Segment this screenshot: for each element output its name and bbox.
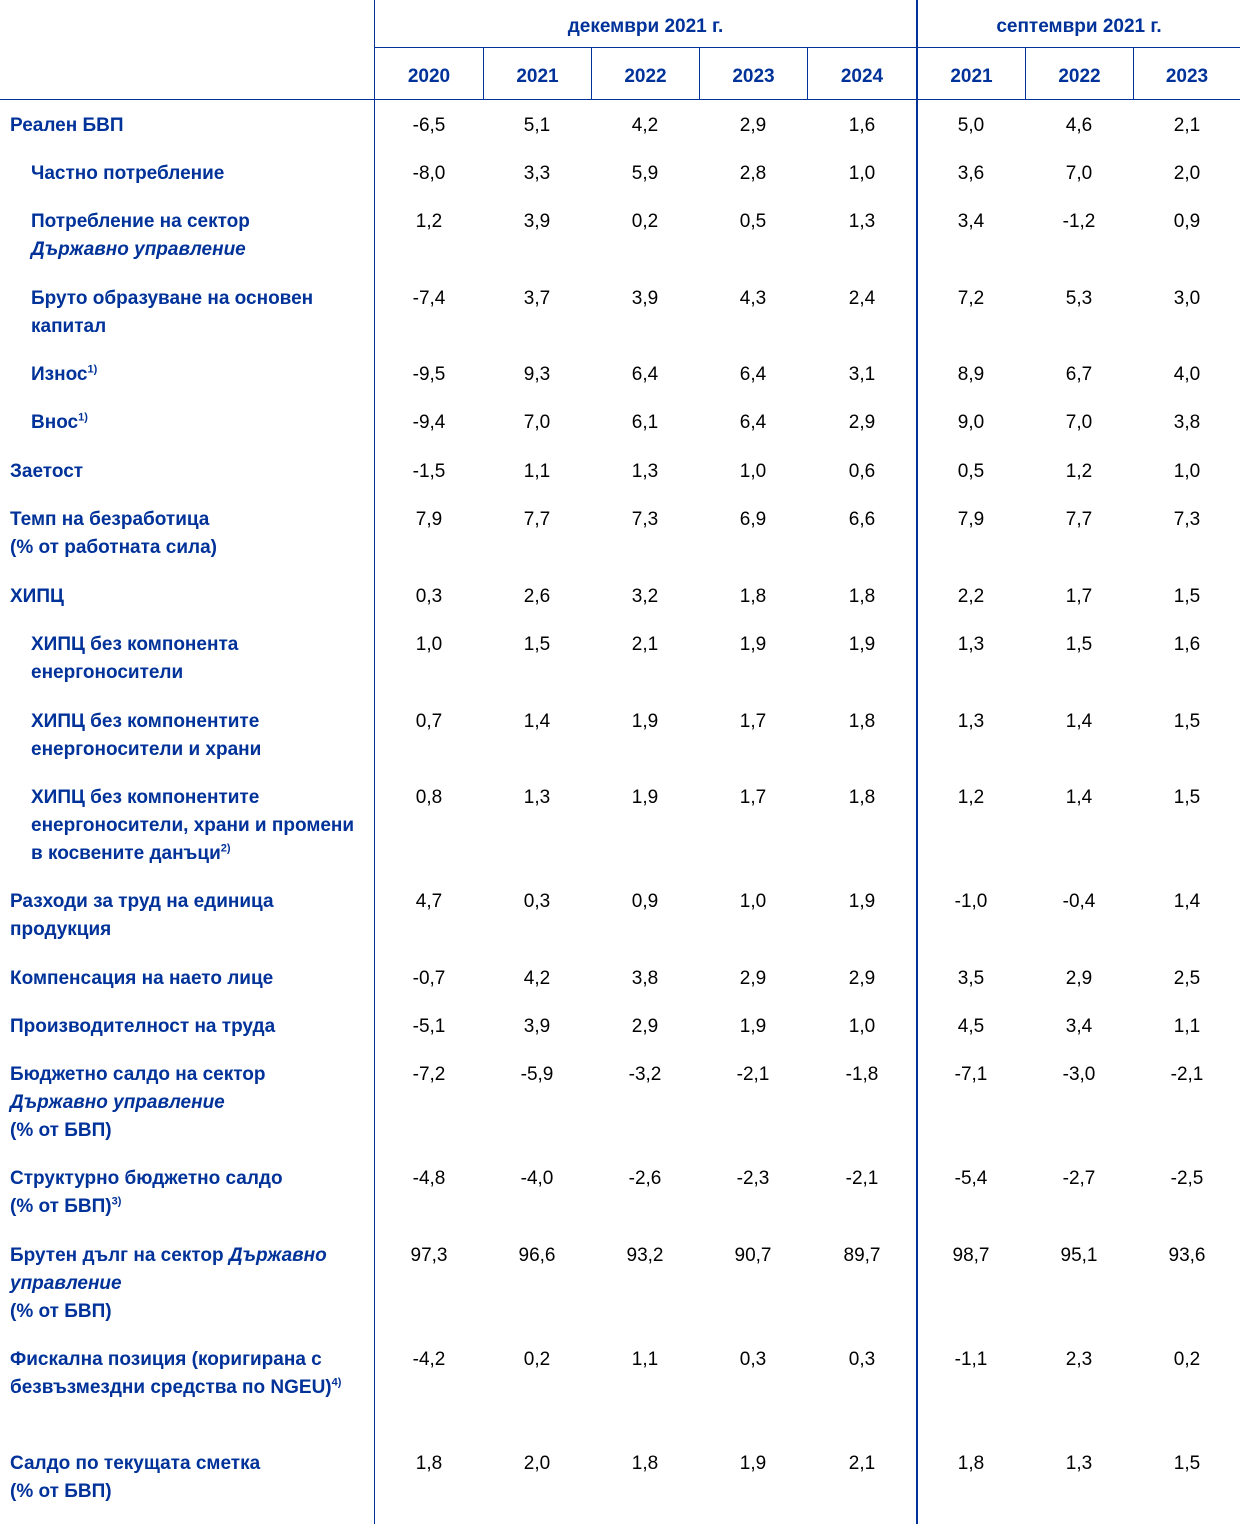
table-cell: 3,0 — [1173, 288, 1201, 309]
table-cell: 1,6 — [1173, 634, 1201, 655]
table-cell: 95,1 — [1060, 1245, 1098, 1266]
row-label — [10, 1346, 360, 1402]
header-bottom-rule — [0, 99, 1240, 100]
table-cell: 1,5 — [1173, 787, 1201, 808]
row-label-text: Потребление на сектор — [31, 211, 250, 232]
table-cell: 2,1 — [848, 1453, 876, 1474]
table-cell: 7,7 — [523, 509, 551, 530]
table-cell: -8,0 — [412, 163, 446, 184]
table-cell: 1,1 — [523, 461, 551, 482]
table-cell: 4,6 — [1065, 115, 1093, 136]
table-cell: -4,2 — [412, 1349, 446, 1370]
row-label-text: ХИПЦ — [10, 586, 64, 607]
table-cell: -2,6 — [628, 1168, 662, 1189]
row-label — [10, 1450, 350, 1506]
table-cell: -2,1 — [845, 1168, 879, 1189]
table-cell: 0,6 — [848, 461, 876, 482]
row-label-text: Заетост — [10, 461, 84, 482]
table-cell: -7,4 — [412, 288, 446, 309]
table-cell: -1,0 — [954, 891, 988, 912]
row-label-text: Темп на безработица — [10, 509, 210, 530]
table-cell: 2,9 — [848, 412, 876, 433]
table-cell: 1,3 — [848, 211, 876, 232]
row-label-text: Структурно бюджетно салдо — [10, 1168, 283, 1189]
row-label — [31, 361, 331, 389]
table-cell: 98,7 — [952, 1245, 990, 1266]
table-cell: 0,9 — [631, 891, 659, 912]
table-cell: -1,8 — [845, 1064, 879, 1085]
row-label-unit: (% от БВП) — [10, 1120, 112, 1141]
row-label — [10, 888, 350, 944]
row-label-text: Производителност на труда — [10, 1016, 276, 1037]
table-cell: -4,8 — [412, 1168, 446, 1189]
row-label-text: ХИПЦ без компонентите енергоносители, храни и промени в косвените данъци — [31, 787, 355, 864]
table-cell: 93,2 — [626, 1245, 664, 1266]
table-cell: -7,1 — [954, 1064, 988, 1085]
table-cell: 3,8 — [631, 968, 659, 989]
table-cell: -9,4 — [412, 412, 446, 433]
table-cell: 4,5 — [957, 1016, 985, 1037]
table-cell: 7,7 — [1065, 509, 1093, 530]
table-cell: 6,6 — [848, 509, 876, 530]
row-label-text: Износ — [31, 364, 88, 385]
table-cell: 1,9 — [848, 891, 876, 912]
table-cell: 4,2 — [631, 115, 659, 136]
table-cell: 97,3 — [410, 1245, 448, 1266]
table-cell: 1,0 — [739, 891, 767, 912]
row-label-text: Разходи за труд на единица продукция — [10, 891, 274, 940]
table-cell: 1,8 — [739, 586, 767, 607]
table-cell: 1,7 — [739, 787, 767, 808]
table-cell: 0,3 — [739, 1349, 767, 1370]
footnote-marker: 1) — [78, 411, 88, 424]
table-cell: 93,6 — [1168, 1245, 1206, 1266]
table-cell: 1,8 — [848, 711, 876, 732]
table-cell: 2,0 — [1173, 163, 1201, 184]
table-cell: 8,9 — [957, 364, 985, 385]
table-cell: 7,9 — [415, 509, 443, 530]
row-label-text: Компенсация на наето лице — [10, 968, 274, 989]
table-cell: 96,6 — [518, 1245, 556, 1266]
row-label — [31, 208, 331, 264]
table-cell: 3,3 — [523, 163, 551, 184]
table-cell: 1,7 — [1065, 586, 1093, 607]
table-cell: 1,5 — [523, 634, 551, 655]
footnote-marker: 4) — [331, 1376, 342, 1389]
row-label-text: Бруто образуване на основен капитал — [31, 288, 314, 337]
table-cell: -7,2 — [412, 1064, 446, 1085]
table-cell: 1,0 — [415, 634, 443, 655]
table-cell: 1,5 — [1173, 1453, 1201, 1474]
year-header: 2022 — [1058, 66, 1101, 87]
table-cell: 1,6 — [848, 115, 876, 136]
table-cell: 3,6 — [957, 163, 985, 184]
table-cell: 6,7 — [1065, 364, 1093, 385]
table-cell: 2,3 — [1065, 1349, 1093, 1370]
row-label-italic: Държавно управление — [10, 1092, 225, 1113]
footnote-marker: 3) — [111, 1195, 122, 1208]
table-cell: 1,9 — [631, 787, 659, 808]
table-cell: 1,3 — [523, 787, 551, 808]
table-cell: 1,5 — [1173, 711, 1201, 732]
table-cell: 3,9 — [523, 1016, 551, 1037]
row-label — [10, 583, 350, 611]
table-cell: 4,0 — [1173, 364, 1201, 385]
table-cell: 2,6 — [523, 586, 551, 607]
table-cell: 1,0 — [848, 1016, 876, 1037]
table-cell: 5,3 — [1065, 288, 1093, 309]
row-label — [10, 965, 350, 993]
table-cell: 0,2 — [631, 211, 659, 232]
table-cell: 4,7 — [415, 891, 443, 912]
table-cell: 3,5 — [957, 968, 985, 989]
table-cell: 7,3 — [1173, 509, 1201, 530]
table-cell: 1,3 — [957, 711, 985, 732]
row-label — [31, 784, 361, 868]
row-label — [10, 1242, 360, 1326]
table-cell: 7,0 — [523, 412, 551, 433]
table-cell: 7,0 — [1065, 412, 1093, 433]
table-cell: 0,3 — [523, 891, 551, 912]
table-cell: -0,4 — [1062, 891, 1096, 912]
table-cell: 0,3 — [848, 1349, 876, 1370]
table-cell: 1,9 — [848, 634, 876, 655]
table-cell: 2,1 — [631, 634, 659, 655]
table-cell: 1,9 — [739, 634, 767, 655]
table-cell: 6,4 — [631, 364, 659, 385]
table-cell: -1,5 — [412, 461, 446, 482]
table-cell: 5,1 — [523, 115, 551, 136]
footnote-marker: 2) — [220, 842, 231, 855]
group-header-december: декември 2021 г. — [567, 16, 724, 37]
row-label-italic: Държавно управление — [10, 1245, 327, 1294]
row-label-unit: (% от БВП) — [10, 1481, 112, 1502]
table-cell: 1,1 — [631, 1349, 659, 1370]
row-label-unit: (% от БВП) — [10, 1301, 112, 1322]
table-cell: 1,4 — [1173, 891, 1201, 912]
table-cell: 1,2 — [1065, 461, 1093, 482]
table-cell: 2,0 — [523, 1453, 551, 1474]
table-cell: 0,8 — [415, 787, 443, 808]
table-cell: 1,2 — [957, 787, 985, 808]
table-cell: 1,4 — [523, 711, 551, 732]
table-cell: -0,7 — [412, 968, 446, 989]
table-cell: 5,0 — [957, 115, 985, 136]
year-header: 2021 — [950, 66, 993, 87]
table-cell: -3,0 — [1062, 1064, 1096, 1085]
table-cell: -2,1 — [736, 1064, 770, 1085]
table-cell: 1,7 — [739, 711, 767, 732]
table-cell: -6,5 — [412, 115, 446, 136]
table-cell: 4,3 — [739, 288, 767, 309]
table-cell: 1,3 — [1065, 1453, 1093, 1474]
row-label-text: Бюджетно салдо на сектор — [10, 1064, 266, 1085]
table-cell: 0,2 — [1173, 1349, 1201, 1370]
table-cell: 1,0 — [739, 461, 767, 482]
table-cell: 1,2 — [415, 211, 443, 232]
table-cell: -1,1 — [954, 1349, 988, 1370]
table-cell: -1,2 — [1062, 211, 1096, 232]
table-cell: -2,5 — [1170, 1168, 1204, 1189]
table-cell: 1,8 — [848, 586, 876, 607]
table-cell: 0,3 — [415, 586, 443, 607]
table-cell: 6,4 — [739, 364, 767, 385]
table-cell: 4,2 — [523, 968, 551, 989]
table-cell: 2,2 — [957, 586, 985, 607]
table-cell: 2,8 — [739, 163, 767, 184]
year-header: 2020 — [407, 66, 451, 87]
table-cell: 5,9 — [631, 163, 659, 184]
row-label-text: ХИПЦ без компонентите енергоносители и храни — [31, 711, 262, 760]
table-cell: 1,9 — [739, 1016, 767, 1037]
table-cell: 1,3 — [957, 634, 985, 655]
table-cell: 2,9 — [739, 968, 767, 989]
table-cell: 0,9 — [1173, 211, 1201, 232]
table-cell: 1,8 — [957, 1453, 985, 1474]
row-label-text: Внос — [31, 412, 79, 433]
table-cell: -5,1 — [412, 1016, 446, 1037]
table-cell: 2,4 — [848, 288, 876, 309]
year-header: 2023 — [732, 66, 775, 87]
table-cell: 6,1 — [631, 412, 659, 433]
table-cell: 1,8 — [848, 787, 876, 808]
table-cell: -2,7 — [1062, 1168, 1096, 1189]
row-label — [10, 1165, 350, 1221]
row-label — [31, 409, 331, 437]
table-cell: -4,0 — [520, 1168, 554, 1189]
table-cell: 2,9 — [631, 1016, 659, 1037]
table-cell: 2,9 — [848, 968, 876, 989]
row-label — [10, 1013, 350, 1041]
table-cell: 2,9 — [739, 115, 767, 136]
table-cell: -3,2 — [628, 1064, 662, 1085]
row-label-unit: (% от работната сила) — [10, 537, 217, 558]
row-label-unit: (% от БВП) — [10, 1196, 112, 1217]
table-cell: 7,0 — [1065, 163, 1093, 184]
table-cell: 7,9 — [957, 509, 985, 530]
table-cell: 1,4 — [1065, 787, 1093, 808]
table-cell: 0,7 — [415, 711, 443, 732]
row-label — [31, 631, 271, 687]
table-cell: 2,1 — [1173, 115, 1201, 136]
row-label — [10, 1061, 350, 1145]
table-cell: -5,4 — [954, 1168, 988, 1189]
table-cell: 9,3 — [523, 364, 551, 385]
table-cell: 1,8 — [415, 1453, 443, 1474]
row-label-italic: Държавно управление — [31, 239, 246, 260]
table-cell: 3,7 — [523, 288, 551, 309]
table-cell: 1,0 — [848, 163, 876, 184]
table-cell: 6,9 — [739, 509, 767, 530]
table-cell: 0,5 — [739, 211, 767, 232]
table-cell: 0,5 — [957, 461, 985, 482]
table-cell: 1,8 — [631, 1453, 659, 1474]
table-cell: 1,3 — [631, 461, 659, 482]
table-cell: 3,9 — [631, 288, 659, 309]
table-cell: 1,4 — [1065, 711, 1093, 732]
table-cell: 3,2 — [631, 586, 659, 607]
table-cell: 1,5 — [1065, 634, 1093, 655]
row-label — [10, 506, 350, 562]
table-cell: 9,0 — [957, 412, 985, 433]
table-cell: 1,1 — [1173, 1016, 1201, 1037]
year-header: 2021 — [516, 66, 559, 87]
table-cell: 1,0 — [1173, 461, 1201, 482]
footnote-marker: 1) — [87, 363, 98, 376]
year-header: 2022 — [624, 66, 667, 87]
table-cell: 2,5 — [1173, 968, 1201, 989]
table-cell: 3,4 — [957, 211, 985, 232]
table-cell: 3,1 — [848, 364, 876, 385]
table-cell: 3,9 — [523, 211, 551, 232]
row-label-text: Салдо по текущата сметка — [10, 1453, 261, 1474]
table-cell: 3,8 — [1173, 412, 1201, 433]
table-cell: 1,9 — [739, 1453, 767, 1474]
table-cell: 3,4 — [1065, 1016, 1093, 1037]
table-cell: 2,9 — [1065, 968, 1093, 989]
table-cell: 90,7 — [734, 1245, 772, 1266]
row-label-text: ХИПЦ без компонента енергоносители — [31, 634, 239, 683]
row-label-text: Брутен дълг на сектор — [10, 1245, 229, 1266]
table-cell: 6,4 — [739, 412, 767, 433]
table-cell: 1,5 — [1173, 586, 1201, 607]
table-cell: -9,5 — [412, 364, 446, 385]
table-cell: -2,1 — [1170, 1064, 1204, 1085]
table-cell: 1,9 — [631, 711, 659, 732]
row-label-text: Частно потребление — [31, 163, 225, 184]
table-cell: -5,9 — [520, 1064, 554, 1085]
group-header-september: септември 2021 г. — [996, 16, 1162, 37]
table-cell: 7,2 — [957, 288, 985, 309]
row-label — [31, 160, 351, 188]
row-label — [31, 708, 301, 764]
row-label-text: Фискална позиция (коригирана с безвъзмездни средства по NGEU) — [10, 1349, 332, 1398]
row-label — [31, 285, 361, 341]
year-header: 2023 — [1165, 66, 1209, 87]
year-header: 2024 — [840, 66, 884, 87]
table-cell: -2,3 — [736, 1168, 770, 1189]
table-cell: 89,7 — [843, 1245, 881, 1266]
row-label — [10, 458, 350, 486]
row-label-text: Реален БВП — [10, 115, 124, 136]
row-label — [10, 112, 350, 140]
table-cell: 0,2 — [523, 1349, 551, 1370]
table-cell: 7,3 — [631, 509, 659, 530]
